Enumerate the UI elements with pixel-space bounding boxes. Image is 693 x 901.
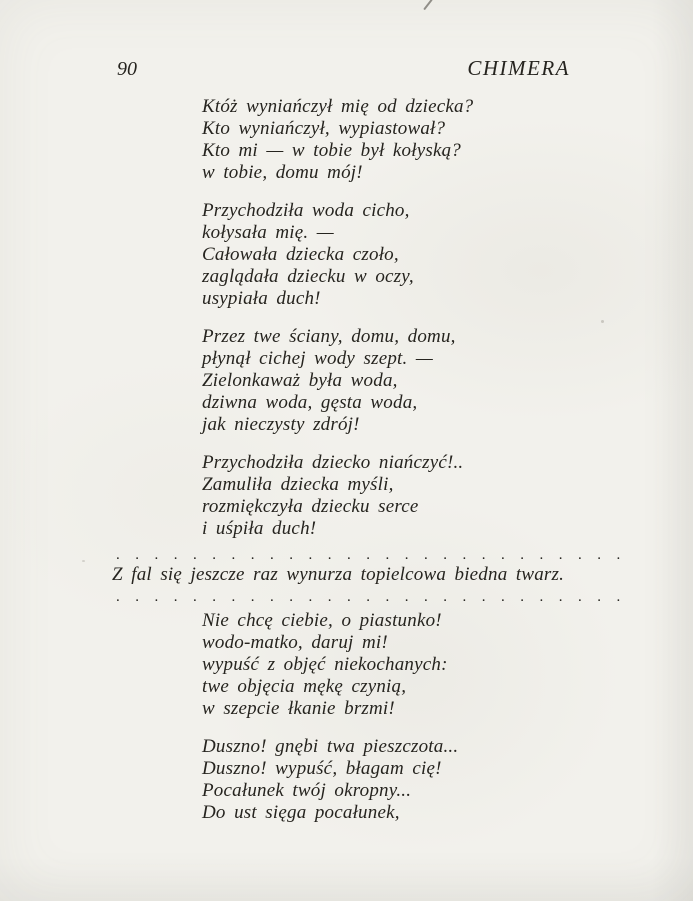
verse-line: Któż wyniańczył mię od dziecka? <box>202 96 474 117</box>
stanza-5 <box>202 610 693 720</box>
poem-interlude <box>112 548 693 604</box>
verse-line: w szepcie łkanie brzmi! <box>202 698 395 719</box>
verse-line: i uśpiła duch! <box>202 518 317 539</box>
verse-line: Całowała dziecka czoło, <box>202 244 399 265</box>
verse-line: w tobie, domu mój! <box>202 162 363 183</box>
verse-line: zaglądała dziecku w oczy, <box>202 266 414 287</box>
verse-line: dziwna woda, gęsta woda, <box>202 392 418 413</box>
dotted-rule-top: ........................... <box>116 547 636 563</box>
poem-body <box>0 96 693 840</box>
journal-title: CHIMERA <box>467 56 570 80</box>
verse-line: Duszno! gnębi twa pieszczota... <box>202 736 459 757</box>
stanza-1 <box>202 96 693 184</box>
page-number: 90 <box>117 58 137 80</box>
stanza-6 <box>202 736 693 824</box>
verse-line: wypuść z objęć niekochanych: <box>202 654 448 675</box>
verse-line: Przychodziła dziecko niańczyć!.. <box>202 452 464 473</box>
dotted-rule-bottom: ........................... <box>116 589 636 605</box>
stanza-4 <box>202 452 693 540</box>
verse-line: płynął cichej wody szept. — <box>202 348 433 369</box>
verse-line: rozmiękczyła dziecku serce <box>202 496 419 517</box>
verse-line: Kto mi — w tobie był kołyską? <box>202 140 461 161</box>
verse-line: twe objęcia mękę czynią, <box>202 676 407 697</box>
verse-line: Nie chcę ciebie, o piastunko! <box>202 610 442 631</box>
verse-line: wodo-matko, daruj mi! <box>202 632 388 653</box>
verse-line: Zielonkaważ była woda, <box>202 370 398 391</box>
verse-line: Duszno! wypuść, błagam cię! <box>202 758 442 779</box>
interlude-verse-line: Z fal się jeszcze raz wynurza topielcowa biedna twarz. <box>112 564 565 585</box>
verse-line: Przychodziła woda cicho, <box>202 200 410 221</box>
verse-line: Do ust sięga pocałunek, <box>202 802 400 823</box>
verse-line: Pocałunek twój okropny... <box>202 780 412 801</box>
verse-line: Kto wyniańczył, wypiastował? <box>202 118 446 139</box>
verse-line: jak nieczysty zdrój! <box>202 414 360 435</box>
scan-scratch-mark <box>423 0 433 10</box>
verse-line: kołysała mię. — <box>202 222 334 243</box>
verse-line: Przez twe ściany, domu, domu, <box>202 326 456 347</box>
stanza-2 <box>202 200 693 310</box>
verse-line: usypiała duch! <box>202 288 321 309</box>
verse-line: Zamuliła dziecka myśli, <box>202 474 394 495</box>
stanza-3 <box>202 326 693 436</box>
